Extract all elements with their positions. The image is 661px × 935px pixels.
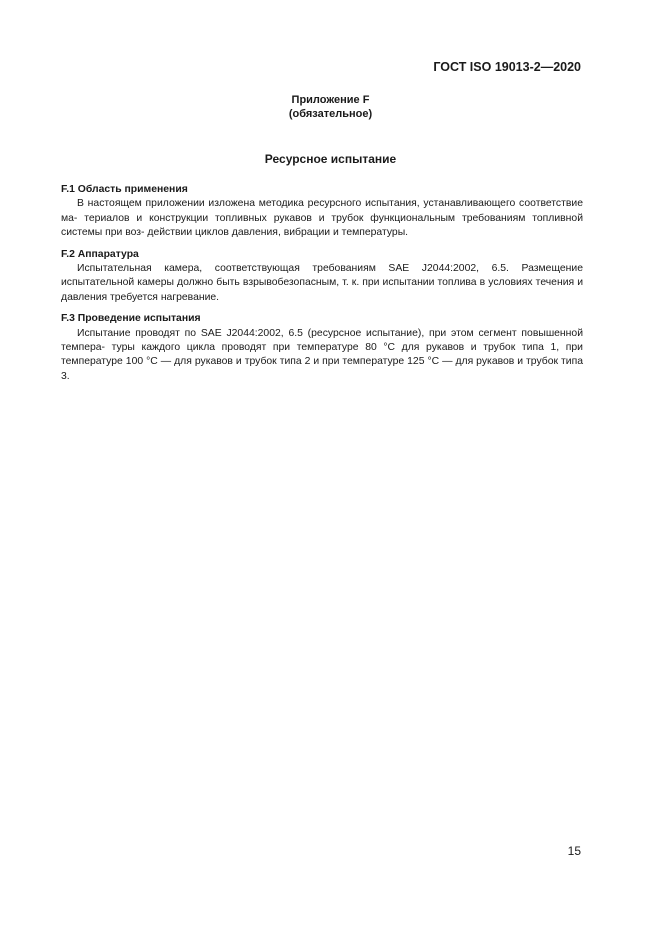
text-line: териалов и конструкции топливных рукавов и трубок функциональным требованиям топливной системы при воз- bbox=[61, 212, 583, 239]
section-heading: F.1 Область применения bbox=[61, 184, 188, 195]
text-line: В настоящем приложении изложена методика ресурсного испытания, устанавливающего соответствие ма- bbox=[61, 198, 583, 224]
text-line: Испытательная камера, соответствующая требованиям SAE J2044:2002, 6.5. Размещение испытательной bbox=[61, 263, 583, 289]
document-body bbox=[61, 183, 583, 384]
annex-status: (обязательное) bbox=[288, 108, 373, 120]
text-line: камеры должно быть взрывобезопасным, т. к. при испытании топлива в условиях течения и давления требуется bbox=[61, 277, 583, 303]
text-line: действии циклов давления, вибрации и температуры. bbox=[147, 227, 409, 239]
standard-designation: ГОСТ ISO 19013-2—2020 bbox=[433, 60, 581, 74]
section-heading: F.2 Аппаратура bbox=[61, 248, 139, 260]
section-heading: F.3 Проведение испытания bbox=[61, 313, 201, 325]
annex-heading bbox=[0, 93, 661, 121]
section-f3 bbox=[61, 312, 583, 384]
page-number: 15 bbox=[567, 844, 581, 858]
annex-label: Приложение F bbox=[291, 94, 370, 106]
section-f2 bbox=[61, 248, 583, 306]
section-f1 bbox=[61, 183, 583, 241]
annex-title: Ресурсное испытание bbox=[264, 152, 397, 166]
section-paragraph bbox=[61, 327, 583, 385]
text-line: нагревание. bbox=[160, 291, 220, 303]
text-line: рукавов и трубок типа 2 и при температуре 125 °C — для рукавов и трубок типа 3. bbox=[61, 356, 584, 382]
text-line: Испытание проводят по SAE J2044:2002, 6.5 (ресурсное испытание), при этом сегмент повышенной темпера- bbox=[61, 327, 583, 354]
text-line: туры каждого цикла проводят при температуре 80 °C для рукавов и трубок типа 1, при температуре 100 °C — для bbox=[61, 342, 583, 368]
section-paragraph bbox=[61, 262, 583, 305]
section-paragraph bbox=[61, 197, 583, 240]
